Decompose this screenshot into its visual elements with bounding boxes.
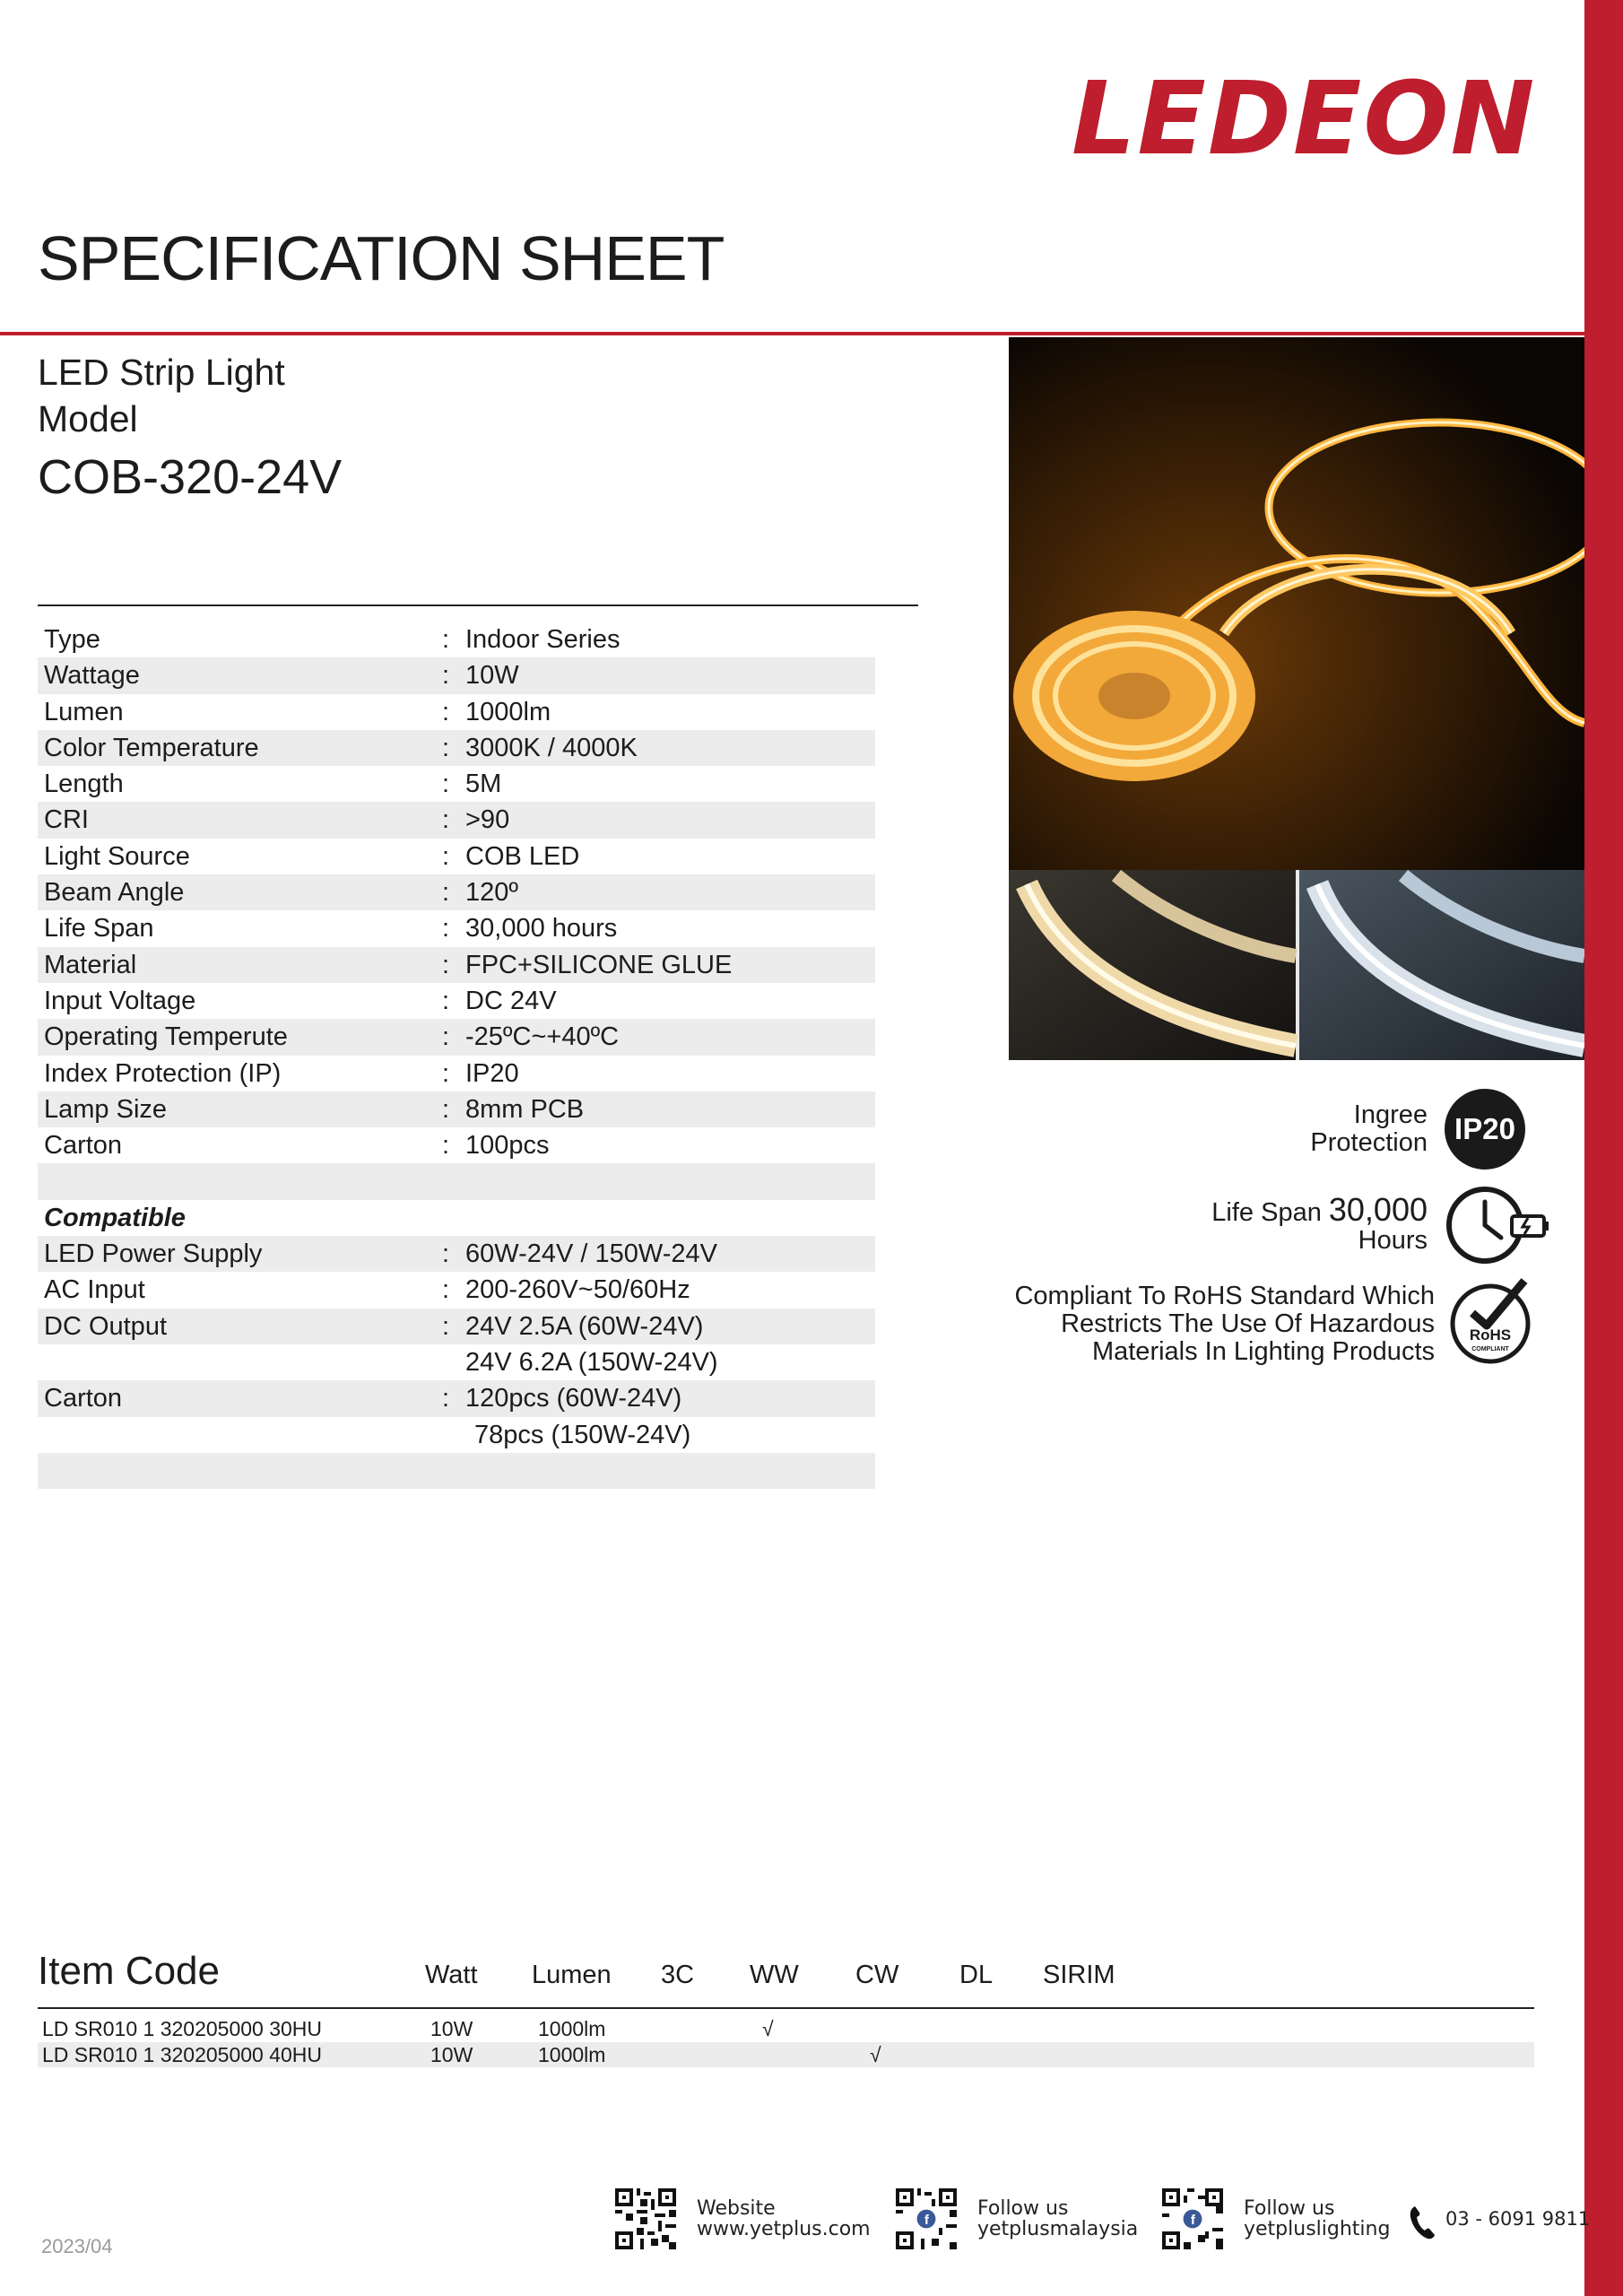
brand-side-bar (1584, 0, 1623, 2296)
spec-separator: : (442, 1311, 450, 1341)
spec-row (38, 766, 875, 802)
lifespan-feature-text (1211, 1191, 1428, 1255)
compatible-heading-row (38, 1200, 875, 1236)
spec-label: Lumen (44, 697, 124, 726)
product-category: LED Strip Light (38, 352, 285, 393)
spec-separator: : (442, 1239, 450, 1269)
spec-value: 100pcs (465, 1131, 550, 1161)
spec-separator: : (442, 1275, 450, 1305)
website-label: Website (697, 2197, 776, 2220)
follow-label: Follow us (1244, 2197, 1335, 2220)
spec-label: DC Output (44, 1311, 167, 1341)
spec-separator: : (442, 1131, 450, 1161)
spec-row (38, 910, 875, 946)
spec-value: 200-260V~50/60Hz (465, 1275, 690, 1305)
follow-link-lighting[interactable]: yetpluslighting (1244, 2218, 1391, 2240)
rohs-compliant-icon (1447, 1275, 1539, 1367)
website-link[interactable]: www.yetplus.com (697, 2218, 871, 2240)
spec-value: 30,000 hours (465, 914, 618, 944)
spec-table-rule (38, 604, 918, 606)
follow-malaysia-block (977, 2198, 1138, 2239)
spec-value: 3000K / 4000K (465, 733, 638, 762)
spec-separator: : (442, 950, 450, 979)
spec-value: 120pcs (60W-24V) (465, 1384, 682, 1413)
column-header-dl: DL (959, 1961, 994, 1989)
spec-value: DC 24V (465, 986, 557, 1015)
spec-row (38, 1309, 875, 1344)
spec-row (38, 657, 875, 693)
spec-row (38, 1344, 875, 1380)
spec-label: Operating Temperute (44, 1022, 288, 1052)
spec-row (38, 802, 875, 838)
spec-row (38, 947, 875, 983)
spec-separator: : (442, 805, 450, 835)
spec-row (38, 1417, 875, 1453)
facebook-qr-code-icon (1162, 2188, 1223, 2249)
spec-separator: : (442, 1058, 450, 1088)
website-qr-code-icon (615, 2188, 676, 2249)
spec-label: CRI (44, 805, 89, 835)
spec-value: 8mm PCB (465, 1094, 585, 1124)
rohs-feature-text (1014, 1283, 1435, 1366)
lifespan-value: 30,000 (1328, 1191, 1428, 1228)
rohs-badge-subtext: COMPLIANT (1471, 1346, 1509, 1352)
model-number: COB-320-24V (38, 450, 343, 504)
spec-value: 1000lm (465, 697, 551, 726)
table-row (38, 2042, 1534, 2067)
spec-row (38, 1091, 875, 1127)
spec-label: Beam Angle (44, 878, 185, 908)
column-header-ww: WW (750, 1961, 799, 1989)
spec-row (38, 1019, 875, 1055)
spec-label: Wattage (44, 661, 140, 691)
ip20-badge-icon: IP20 (1445, 1089, 1525, 1170)
spec-separator: : (442, 878, 450, 908)
spec-label: Life Span (44, 914, 154, 944)
phone-number[interactable]: 03 - 6091 9811 (1445, 2208, 1591, 2230)
ip-feature-text (1310, 1101, 1428, 1157)
rohs-line-3: Materials In Lighting Products (1091, 1337, 1435, 1366)
cw-check-cell: √ (870, 2043, 881, 2066)
page-title: SPECIFICATION SHEET (38, 223, 725, 293)
spec-label: Lamp Size (44, 1094, 168, 1124)
spec-separator: : (442, 661, 450, 691)
spec-row (38, 622, 875, 657)
item-code-cell: LD SR010 1 320205000 30HU (42, 2017, 323, 2040)
svg-text:f: f (924, 2213, 929, 2228)
column-header-3c: 3C (661, 1961, 695, 1989)
spec-row (38, 983, 875, 1019)
spec-value: 10W (465, 661, 519, 691)
website-block (697, 2198, 871, 2239)
spec-label: Color Temperature (44, 733, 259, 762)
spec-label: LED Power Supply (44, 1239, 263, 1269)
spec-value: 24V 2.5A (60W-24V) (465, 1311, 704, 1341)
product-photo-image (1009, 337, 1584, 1060)
spec-row (38, 874, 875, 910)
lifespan-unit: Hours (1358, 1226, 1428, 1255)
spec-row (38, 694, 875, 730)
brand-logo: LEDEON (1072, 61, 1537, 178)
spec-spacer-row (38, 1453, 875, 1489)
spec-label: Index Protection (IP) (44, 1058, 282, 1088)
product-photo (1009, 337, 1584, 1060)
spec-spacer-row (38, 1163, 875, 1199)
compatible-heading: Compatible (44, 1203, 186, 1232)
spec-value: 24V 6.2A (150W-24V) (465, 1347, 718, 1377)
spec-value: 5M (465, 770, 502, 799)
lumen-cell: 1000lm (538, 2017, 606, 2040)
spec-separator: : (442, 986, 450, 1015)
spec-separator: : (442, 625, 450, 654)
spec-label: Carton (44, 1131, 123, 1161)
spec-separator: : (442, 841, 450, 871)
spec-row (38, 839, 875, 874)
spec-value: COB LED (465, 841, 580, 871)
column-header-lumen: Lumen (532, 1961, 612, 1989)
spec-value: FPC+SILICONE GLUE (465, 950, 733, 979)
item-code-cell: LD SR010 1 320205000 40HU (42, 2043, 323, 2066)
model-label: Model (38, 398, 138, 439)
column-header-watt: Watt (425, 1961, 478, 1989)
item-code-rule (38, 2007, 1534, 2009)
spec-row (38, 1127, 875, 1163)
spec-label: Length (44, 770, 124, 799)
spec-row (38, 1236, 875, 1272)
spec-separator: : (442, 914, 450, 944)
spec-value: 78pcs (150W-24V) (474, 1420, 691, 1449)
spec-label: Input Voltage (44, 986, 196, 1015)
spec-separator: : (442, 1022, 450, 1052)
phone-icon (1408, 2205, 1436, 2240)
table-row (38, 2016, 1534, 2041)
spec-label: Material (44, 950, 137, 979)
follow-lighting-block (1244, 2198, 1390, 2239)
ww-check-cell: √ (762, 2017, 774, 2040)
spec-value: -25ºC~+40ºC (465, 1022, 620, 1052)
rohs-badge-text: RoHS (1469, 1326, 1512, 1344)
facebook-qr-code-icon (896, 2188, 957, 2249)
lumen-cell: 1000lm (538, 2043, 606, 2066)
rohs-line-2: Restricts The Use Of Hazardous (1061, 1309, 1435, 1338)
spec-value: Indoor Series (465, 625, 621, 654)
spec-label: Light Source (44, 841, 190, 871)
svg-text:f: f (1190, 2213, 1195, 2228)
watt-cell: 10W (430, 2043, 473, 2066)
column-header-sirim: SIRIM (1043, 1961, 1115, 1989)
ip-line-2: Protection (1310, 1128, 1428, 1157)
spec-value: >90 (465, 805, 510, 835)
follow-link-malaysia[interactable]: yetplusmalaysia (977, 2218, 1139, 2240)
spec-row (38, 1056, 875, 1091)
clock-battery-icon (1445, 1182, 1549, 1268)
spec-table (38, 622, 875, 1489)
document-date: 2023/04 (41, 2235, 113, 2257)
spec-row (38, 1380, 875, 1416)
spec-separator: : (442, 1094, 450, 1124)
spec-value: IP20 (465, 1058, 519, 1088)
spec-separator: : (442, 733, 450, 762)
lifespan-prefix: Life Span (1211, 1198, 1322, 1227)
column-header-cw: CW (855, 1961, 899, 1989)
spec-label: Type (44, 625, 100, 654)
item-code-heading: Item Code (38, 1949, 220, 1993)
spec-label: AC Input (44, 1275, 145, 1305)
spec-row (38, 1272, 875, 1308)
spec-label: Carton (44, 1384, 123, 1413)
title-divider (0, 332, 1584, 335)
spec-separator: : (442, 770, 450, 799)
follow-label: Follow us (977, 2197, 1069, 2220)
spec-value: 120º (465, 878, 518, 908)
spec-separator: : (442, 1384, 450, 1413)
rohs-line-1: Compliant To RoHS Standard Which (1014, 1282, 1435, 1310)
spec-value: 60W-24V / 150W-24V (465, 1239, 718, 1269)
spec-row (38, 730, 875, 766)
watt-cell: 10W (430, 2017, 473, 2040)
spec-separator: : (442, 697, 450, 726)
ip-line-1: Ingree (1353, 1100, 1428, 1129)
